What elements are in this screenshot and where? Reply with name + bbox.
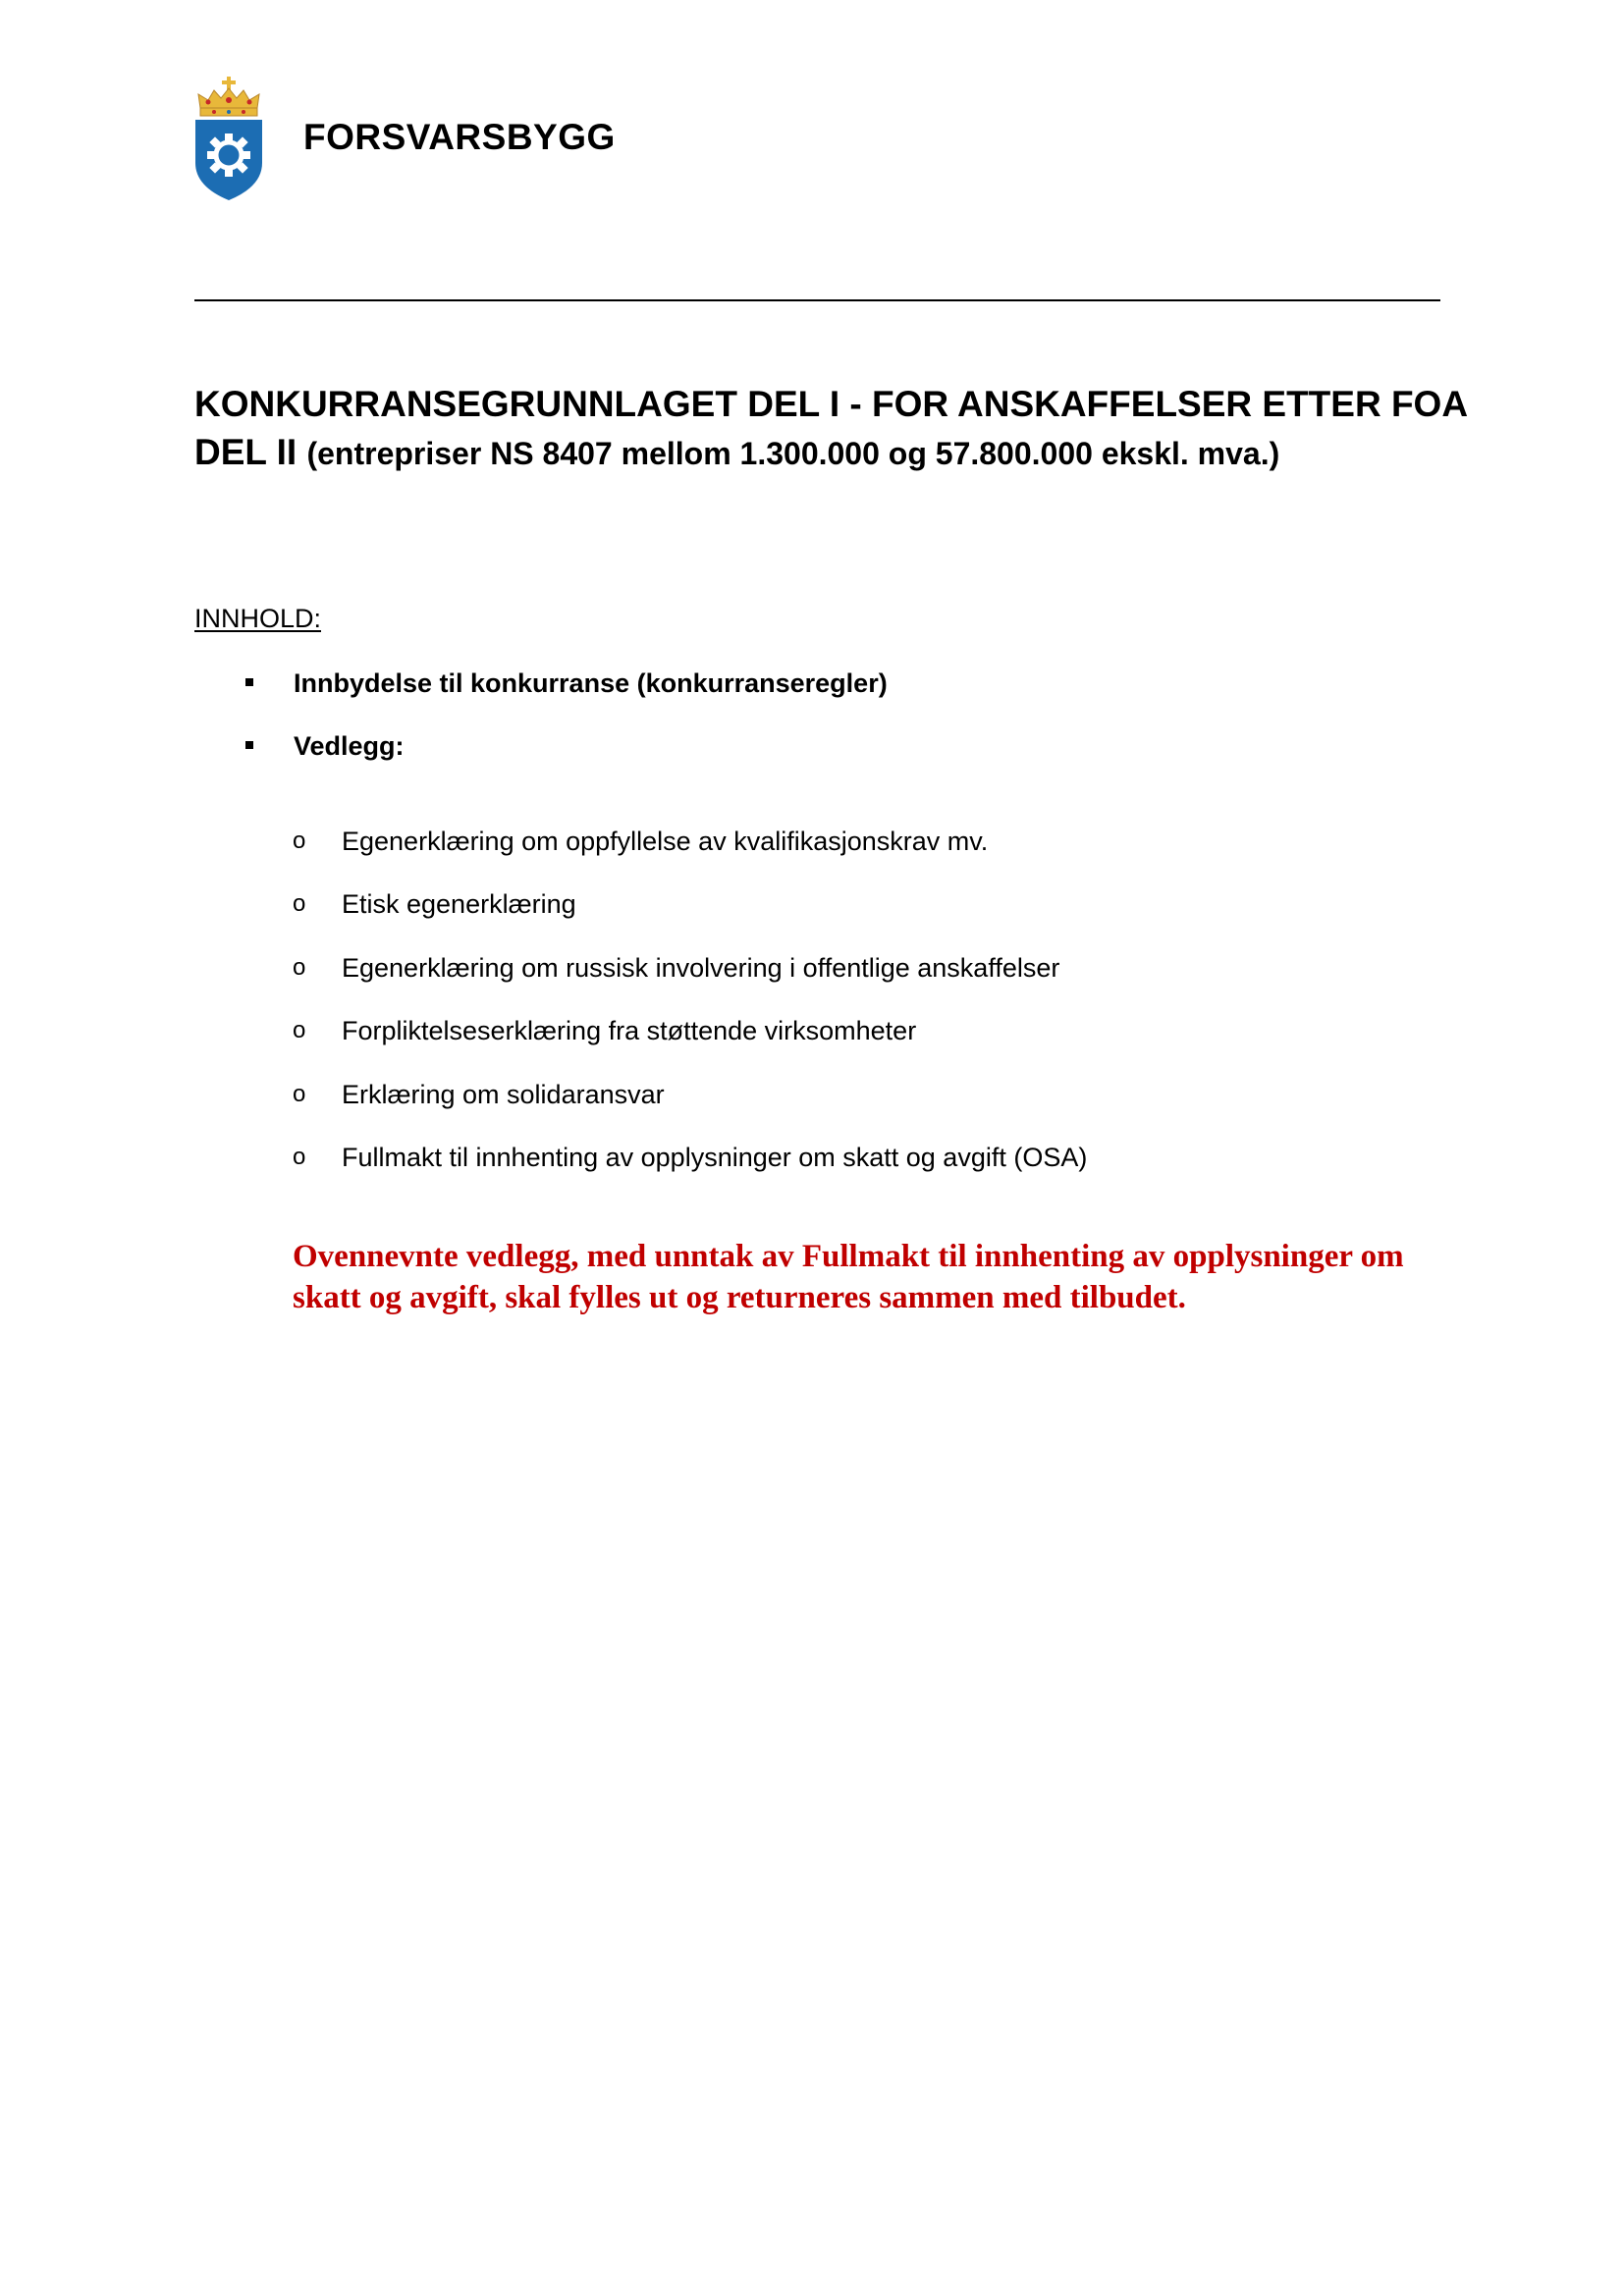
attachment-label: Egenerklæring om oppfyllelse av kvalifikasjonskrav mv. (342, 827, 989, 856)
title-main: KONKURRANSEGRUNNLAGET DEL I - FOR ANSKAFFELSER ETTER FOA DEL II (194, 384, 1467, 472)
bullet-circle-icon: o (293, 1081, 306, 1107)
document-title (194, 380, 1471, 478)
attachment-label: Egenerklæring om russisk involvering i offentlige anskaffelser (342, 953, 1060, 983)
main-item-label: Vedlegg: (294, 731, 405, 761)
bullet-circle-icon: o (293, 1017, 306, 1043)
return-instructions-note: Ovennevnte vedlegg, med unntak av Fullmakt til innhenting av opplysninger om skatt og avgift, skal fylles ut og returneres sammen med tilbudet. (293, 1239, 1404, 1315)
attachment-label: Etisk egenerklæring (342, 889, 576, 919)
bullet-circle-icon: o (293, 828, 306, 854)
coat-of-arms-shield-icon (194, 77, 263, 200)
bullet-square-icon (245, 678, 253, 686)
attachment-label: Fullmakt til innhenting av opplysninger om skatt og avgift (OSA) (342, 1143, 1088, 1172)
bullet-circle-icon: o (293, 890, 306, 917)
main-item-label: Innbydelse til konkurranse (konkurranseregler) (294, 668, 888, 698)
attachment-label: Forpliktelseserklæring fra støttende virksomheter (342, 1016, 917, 1045)
bullet-square-icon (245, 741, 253, 749)
contents-heading: INNHOLD: (194, 604, 322, 633)
attachment-label: Erklæring om solidaransvar (342, 1080, 665, 1109)
bullet-circle-icon: o (293, 1144, 306, 1170)
header-divider (194, 299, 1440, 301)
title-subtitle: (entrepriser NS 8407 mellom 1.300.000 og 57.800.000 ekskl. mva.) (306, 436, 1280, 471)
brand-name: FORSVARSBYGG (303, 117, 616, 157)
bullet-circle-icon: o (293, 954, 306, 981)
